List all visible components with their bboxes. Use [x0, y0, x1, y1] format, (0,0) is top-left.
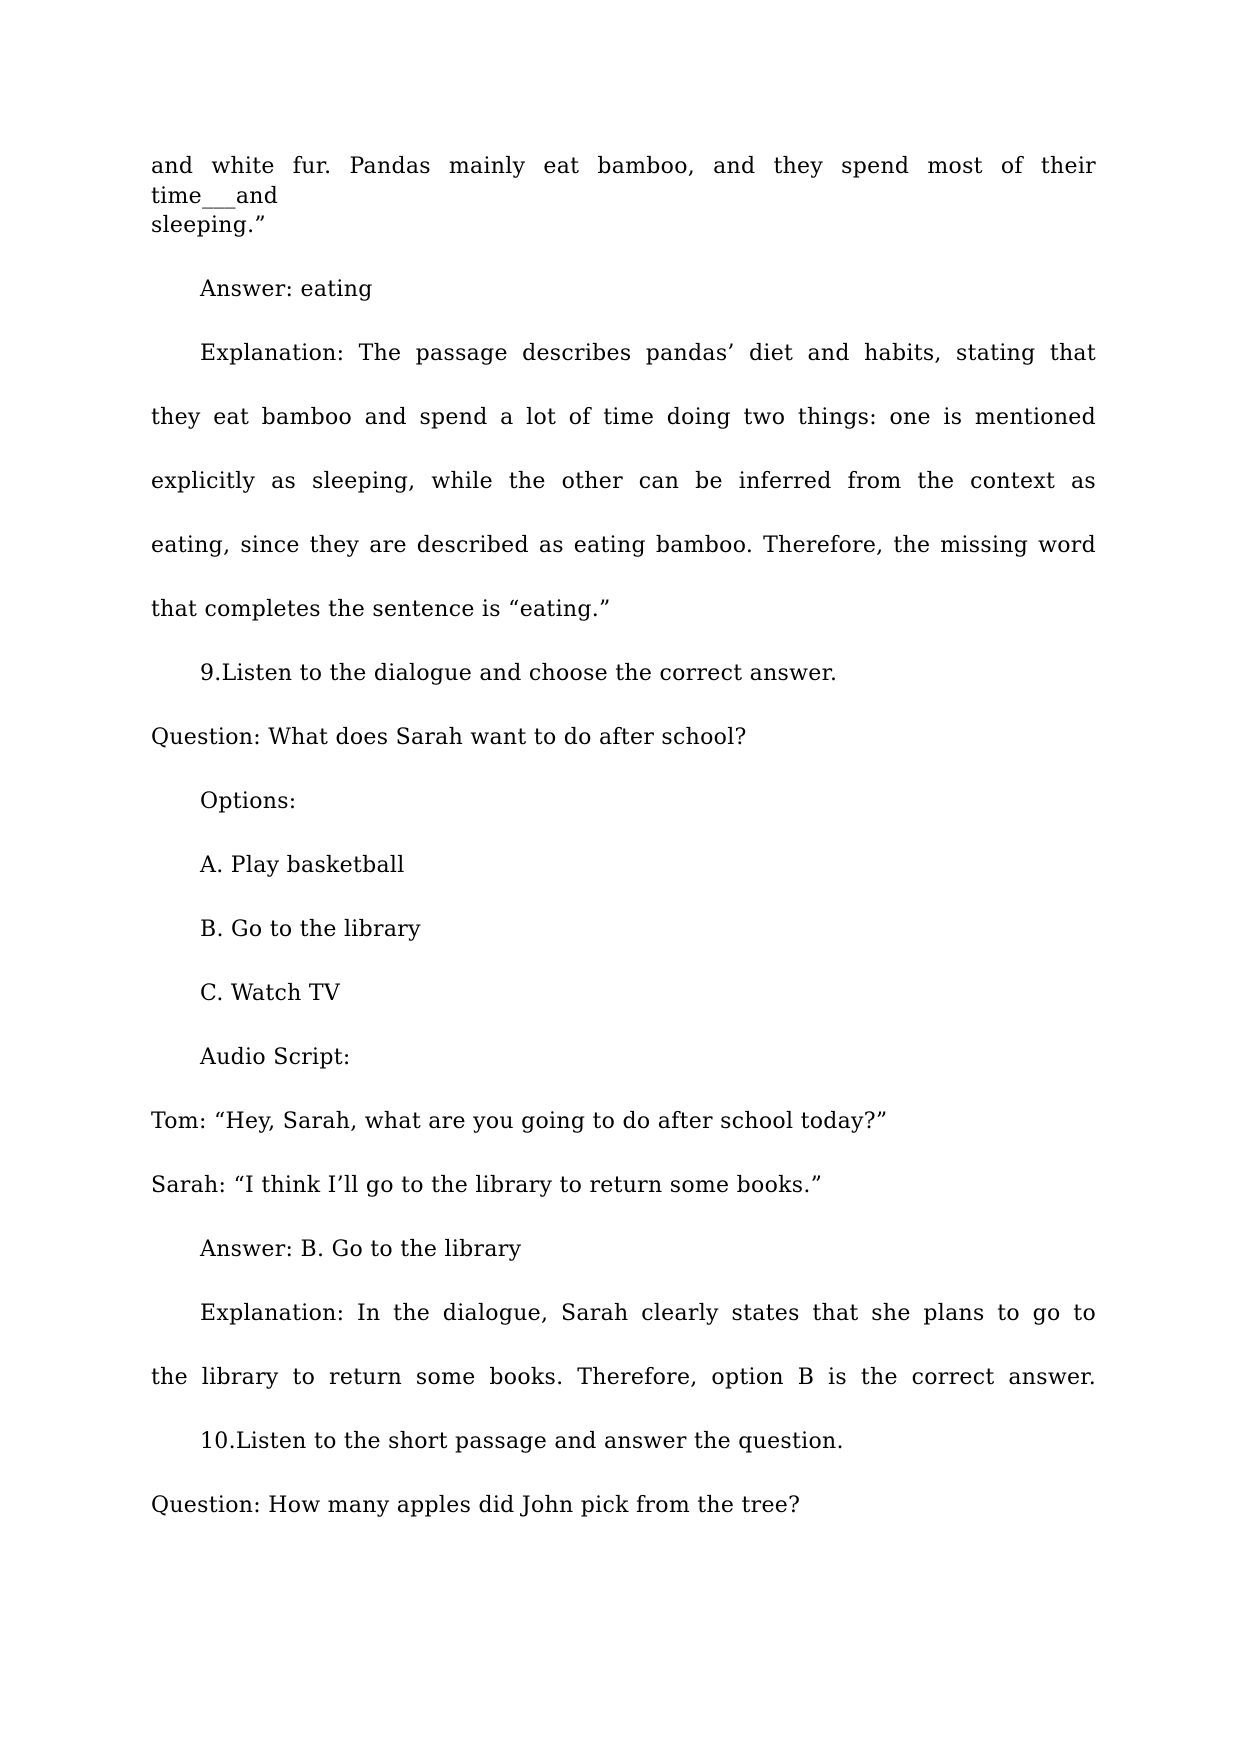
text-line: they eat bamboo and spend a lot of time doing two things: one is mentioned [151, 405, 1096, 430]
question-heading: 10.Listen to the short passage and answer the question. [200, 1429, 844, 1454]
text-line: explicitly as sleeping, while the other can be inferred from the context as [151, 469, 1096, 494]
dialogue-line: Tom: “Hey, Sarah, what are you going to do after school today?” [151, 1109, 888, 1134]
text-line: the library to return some books. Therefore, option B is the correct answer. [151, 1365, 1096, 1390]
question-text: Question: What does Sarah want to do after school? [151, 725, 747, 750]
text-line: and white fur. Pandas mainly eat bamboo, and they spend most of their time___and [151, 154, 1096, 209]
question-text: Question: How many apples did John pick from the tree? [151, 1493, 801, 1518]
question-heading: 9.Listen to the dialogue and choose the correct answer. [200, 661, 838, 686]
option-b: B. Go to the library [200, 917, 421, 942]
dialogue-line: Sarah: “I think I’ll go to the library to return some books.” [151, 1173, 823, 1198]
explanation-line: Explanation: The passage describes pandas’ diet and habits, stating that [200, 341, 1096, 366]
options-label: Options: [200, 789, 297, 814]
option-c: C. Watch TV [200, 981, 341, 1006]
explanation-line: Explanation: In the dialogue, Sarah clearly states that she plans to go to [200, 1301, 1096, 1326]
answer-line: Answer: eating [200, 277, 373, 302]
option-a: A. Play basketball [200, 853, 405, 878]
answer-line: Answer: B. Go to the library [200, 1237, 522, 1262]
text-line: sleeping.” [151, 213, 266, 238]
text-line: eating, since they are described as eating bamboo. Therefore, the missing word [151, 533, 1096, 558]
text-line: that completes the sentence is “eating.” [151, 597, 611, 622]
audio-script-label: Audio Script: [200, 1045, 351, 1070]
